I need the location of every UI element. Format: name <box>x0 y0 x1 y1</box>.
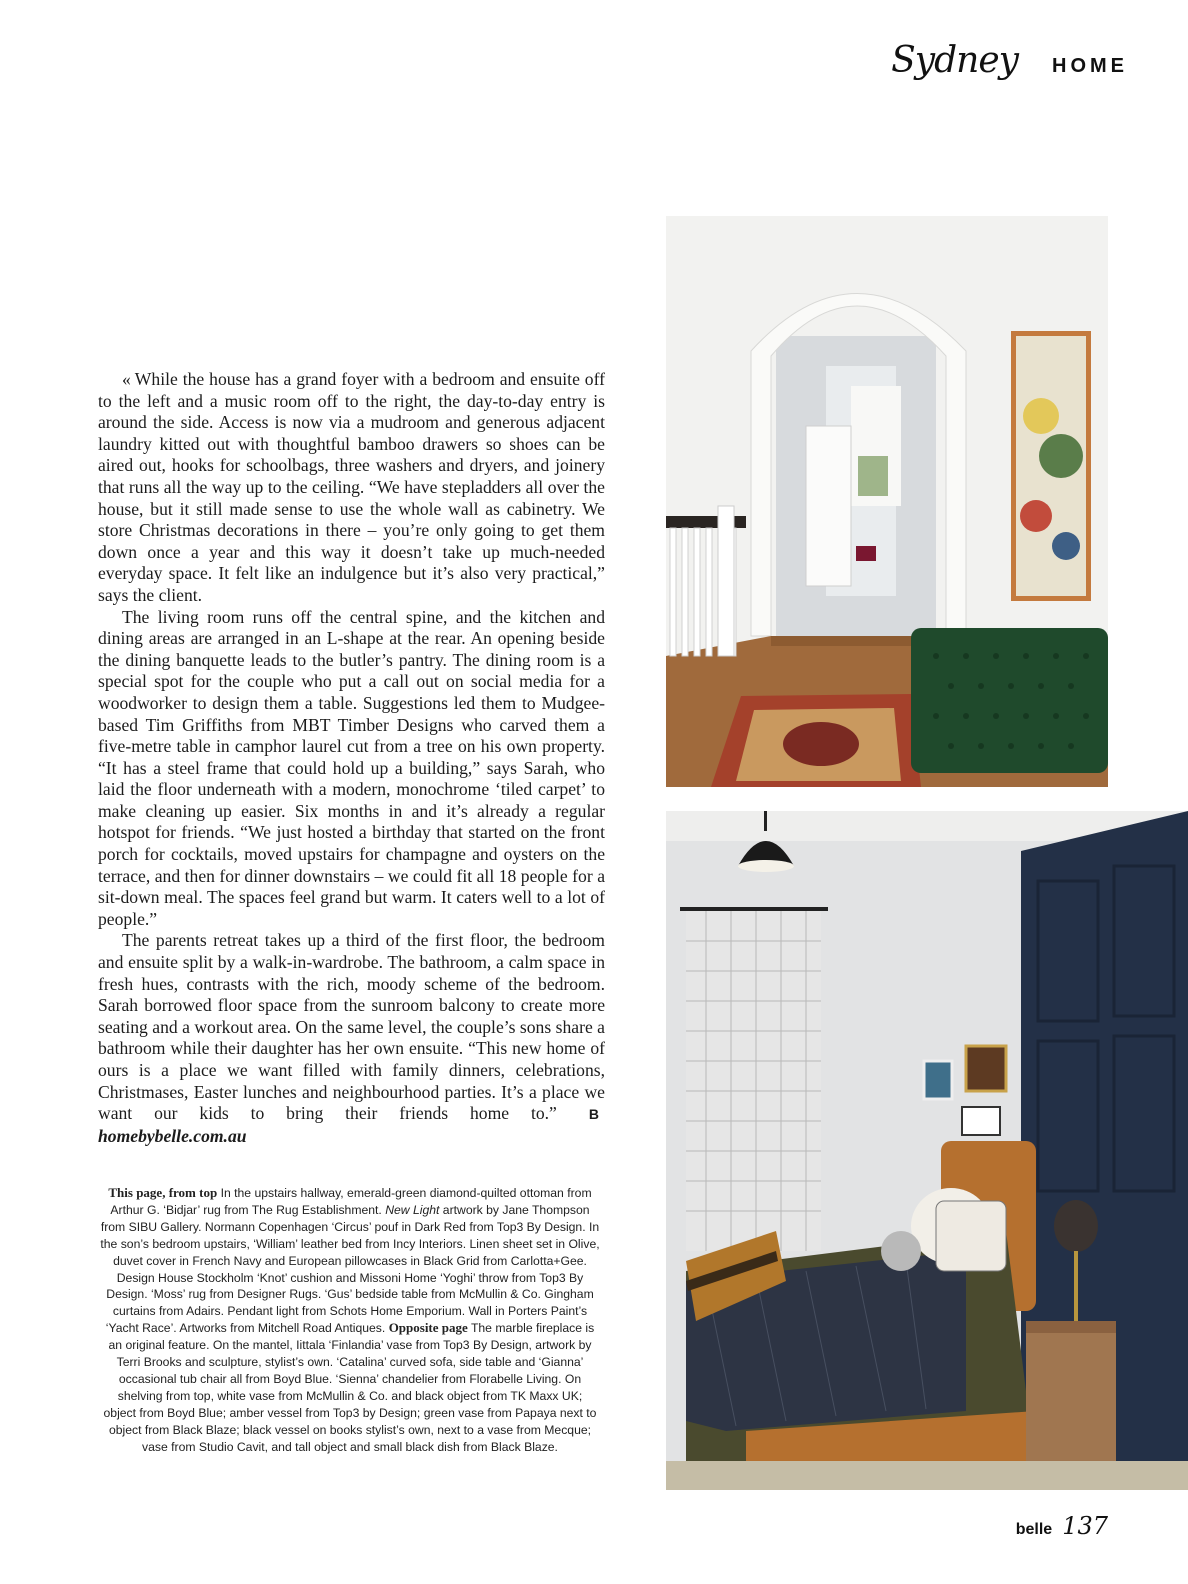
caption-artwork-title: New Light <box>385 1202 440 1217</box>
article-body <box>98 369 605 1147</box>
caption-text: The marble fireplace is an original feature. On the mantel, Iittala ‘Finlandia’ vase from Top3 By Design, artwork by Terri Brooks and sculpture, stylist’s own. ‘Catalina’ curved sofa, side table and ‘Gianna’ occasional tub chair all from Boyd Blue. ‘Sienna’ chandelier from Florabelle Living. On shelving from top, white vase from McMullin & Co. and black object from TK Maxx UK; object from Boyd Blue; amber vessel from Top3 by Design; green vase from Papaya next to object from Black Blaze; black vessel on books stylist’s own, next to a vase from Mecque; vase from Studio Cavit, and tall object and small black dish from Black Blaze. <box>103 1321 597 1454</box>
article-paragraph <box>98 607 605 931</box>
article-url: homebybelle.com.au <box>98 1125 247 1146</box>
article-paragraph <box>98 369 605 607</box>
paragraph-text: While the house has a grand foyer with a bedroom and ensuite off to the left and a music room off to the right, the day-to-day entry is around the side. Access is now via a mudroom and generous adjacent laundry kitted out with thoughtful bamboo drawers so shoes can be aired out, hooks for schoolbags, three washers and dryers, and joinery that runs all the way up to the ceiling. “We have stepladders all over the house, but it still made sense to use the whole wall as cabinetry. We store Christmas decorations in there – you’re only going to get them down once a year and this way it doesn’t take up much-needed everyday space. It felt like an indulgence but it’s also very practical,” says the client. <box>98 369 605 605</box>
caption-text: artwork by Jane Thompson from SIBU Gallery. Normann Copenhagen ‘Circus’ pouf in Dark Red from Top3 By Design. In the son’s bedroom upstairs, ‘William’ leather bed from Incy Interiors. Linen sheet set in Olive, duvet cover in French Navy and European pillowcases in Black Grid from Carlotta+Gee. Design House Stockholm ‘Knot’ cushion and Missoni Home ‘Yoghi’ throw from Top3 By Design. ‘Moss’ rug from Designer Rugs. ‘Gus’ bedside table from McMullin & Co. Gingham curtains from Adairs. Pendant light from Schots Home Emporium. Wall in Porters Paint’s ‘Yacht Race’. Artworks from Mitchell Road Antiques. <box>100 1202 600 1336</box>
caption-lead: Opposite page <box>388 1320 468 1336</box>
page-header <box>891 40 1128 81</box>
page-number: 137 <box>1062 1512 1108 1540</box>
caption-text: In the upstairs hallway, emerald-green diamond-quilted ottoman from Arthur G. ‘Bidjar’ rug from The Rug Establishment. <box>110 1186 592 1217</box>
caption-lead: This page, from top <box>108 1185 218 1200</box>
section-city: Sydney <box>891 40 1018 81</box>
paragraph-text: The living room runs off the central spine, and the kitchen and dining areas are arranged in an L-shape at the rear. An opening beside the dining banquette leads to the butler’s pantry. The dining room is a special spot for the couple who put a call out on social media for a woodworker to design them a table. Suggestions led them to Mudgee-based Tim Griffiths from MBT Timber Designs who carved them a five-metre table in camphor laurel cut from a tree on his own property. “It has a steel frame that could hold up a building,” says Sarah, who laid the floor underneath with a modern, monochrome ‘tiled carpet’ to make cleaning up easier. Six months in and it’s already a regular hotspot for friends. “We just hosted a birthday that started on the front porch for cocktails, moved upstairs for champagne and oysters on the terrace, and then for dinner downstairs – we could fit all 18 people for a sit-down meal. The spaces feel grand but warm. It caters well to a lot of people.” <box>98 606 605 929</box>
opening-mark: « <box>122 369 131 389</box>
end-mark-icon: B <box>588 1106 599 1123</box>
article-paragraph <box>98 930 605 1147</box>
bedroom-photo <box>666 811 1188 1490</box>
section-label: HOME <box>1052 55 1128 77</box>
photo-caption <box>100 1185 600 1456</box>
paragraph-text: The parents retreat takes up a third of the first floor, the bedroom and ensuite split by a walk-in-wardrobe. The bathroom, a calm space in fresh hues, contrasts with the rich, moody scheme of the bedroom. Sarah borrowed floor space from the sunroom balcony to create more seating and a workout area. On the same level, the couple’s sons share a bathroom while their daughter has her own ensuite. “This new home of ours is a place we want filled with family dinners, celebrations, Christmases, Easter lunches and neighbourhood parties. It’s a place we want our kids to bring their friends home to.” <box>98 930 605 1124</box>
magazine-brand: belle <box>1015 1521 1053 1538</box>
page-footer <box>1016 1512 1108 1540</box>
hallway-photo <box>666 216 1108 787</box>
